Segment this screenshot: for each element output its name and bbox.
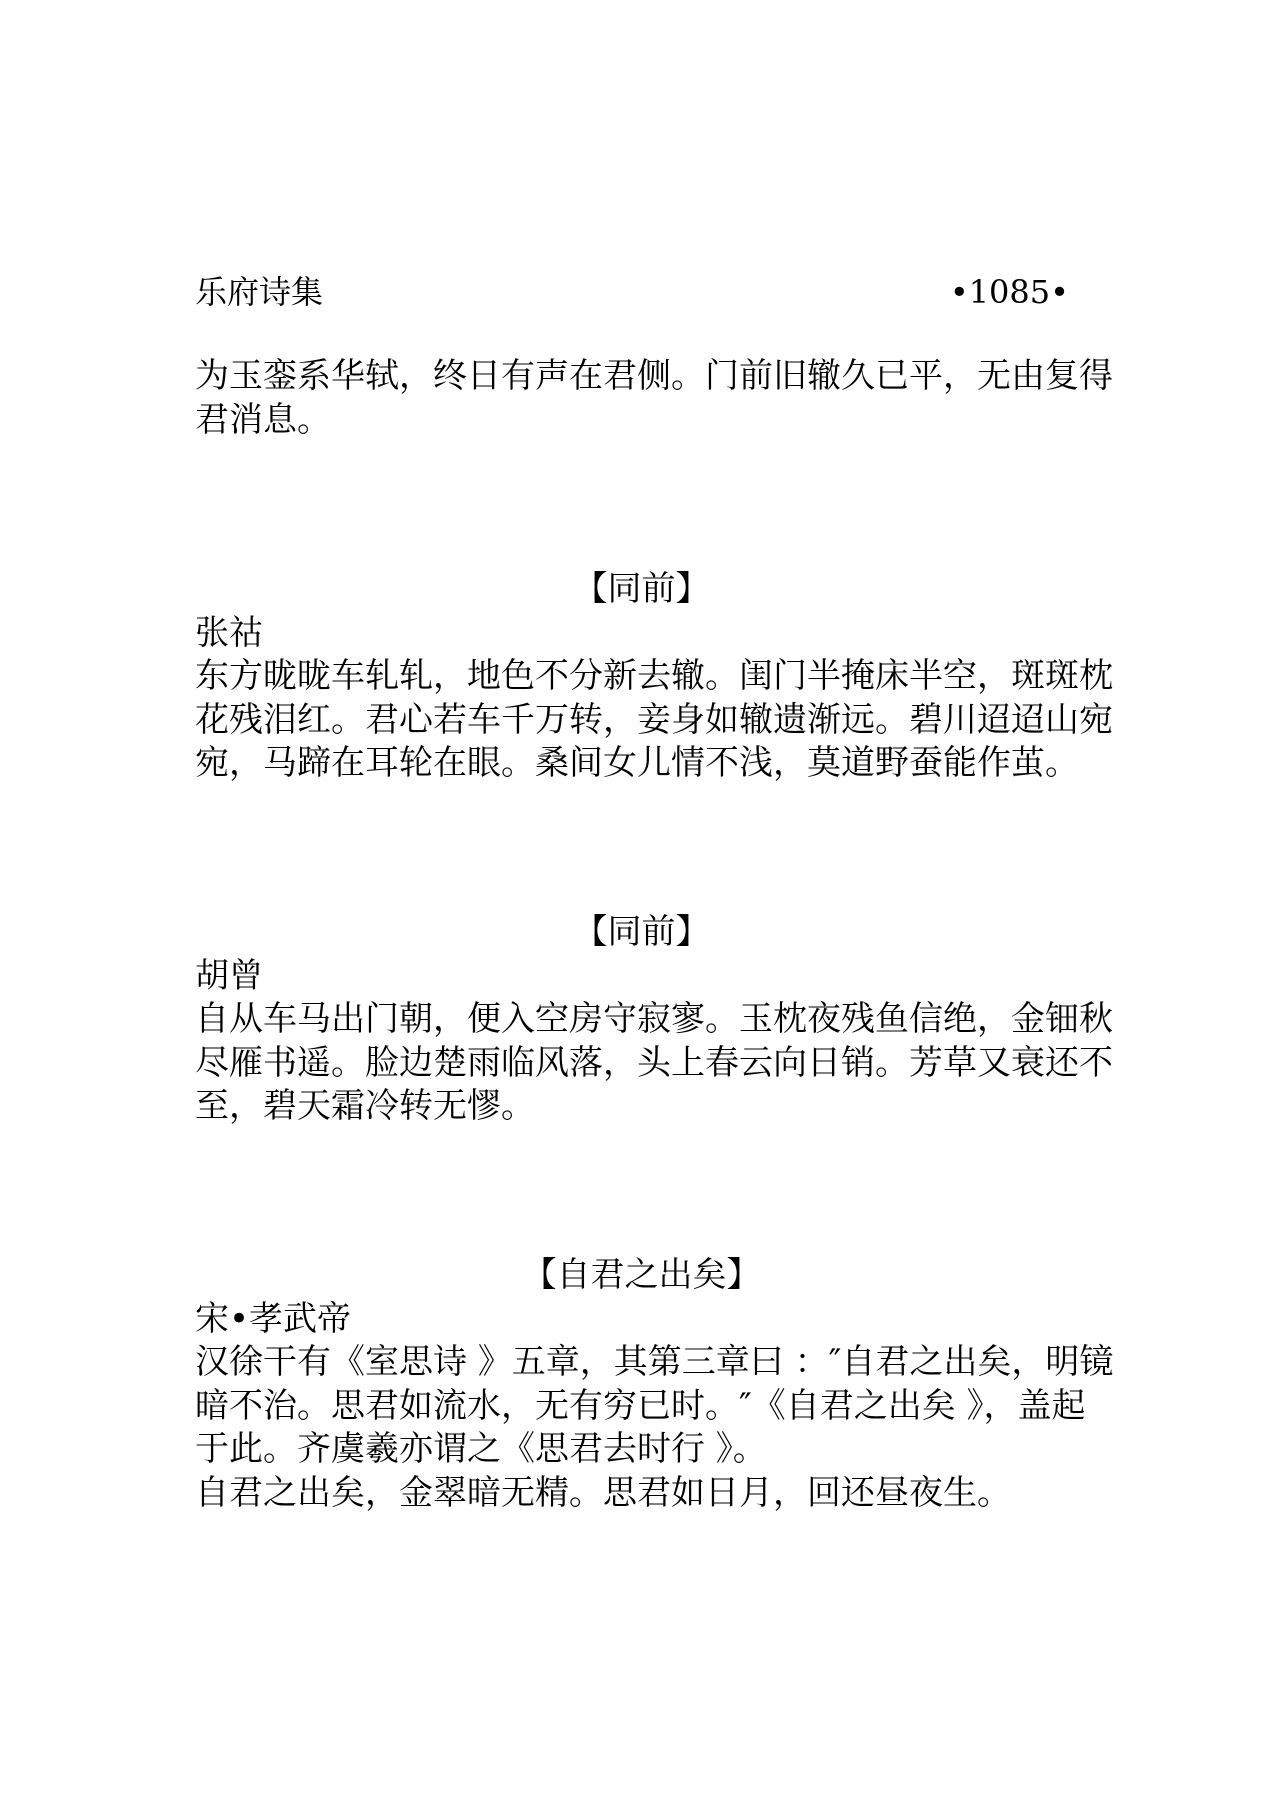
poem-paragraph [195, 1472, 1088, 1516]
text-line: 尽雁书遥。脸边楚雨临风落，头上春云向日销。芳草又衰还不 [195, 1042, 1113, 1083]
text-line: 于此。齐虞羲亦谓之《思君去时行 》。 [195, 1429, 767, 1469]
poem-section [195, 911, 1113, 1129]
preface-paragraph [195, 1341, 1114, 1472]
section-title: 【自君之出矣】 [522, 1255, 761, 1295]
text-line: 东方昽昽车轧轧，地色不分新去辙。闺门半掩床半空，斑斑枕 [195, 656, 1113, 696]
text-line: 为玉銮系华轼，终日有声在君侧。门前旧辙久已平，无由复得 [195, 356, 1113, 396]
section-author: 宋•孝武帝 [195, 1298, 352, 1339]
text-line: 暗不治。思君如流水，无有穷已时。″《自君之出矣 》，盖起 [195, 1385, 1086, 1426]
poem-section [195, 568, 1113, 786]
section-title: 【同前】 [573, 912, 710, 952]
section-author: 胡曾 [195, 955, 263, 996]
page-number: •1085• [949, 273, 1069, 311]
section-author: 张祜 [195, 612, 263, 653]
book-title: 乐府诗集 [195, 273, 324, 311]
text-line: 至，碧天霜冷转无憀。 [195, 1086, 535, 1126]
text-line: 自从车马出门朝，便入空房守寂寥。玉枕夜残鱼信绝，金钿秋 [195, 999, 1113, 1039]
poem-paragraph [195, 998, 1113, 1129]
section-title: 【同前】 [573, 569, 710, 609]
continuation-paragraph [195, 355, 1113, 442]
text-line: 自君之出矣，金翠暗无精。思君如日月，回还昼夜生。 [195, 1472, 1011, 1513]
poem-paragraph [195, 655, 1113, 786]
text-line: 君消息。 [195, 399, 331, 440]
poem-section [195, 1254, 1114, 1515]
text-line: 宛，马蹄在耳轮在眼。桑间女儿情不浅，莫道野蚕能作茧。 [195, 743, 1079, 783]
text-line: 花残泪红。君心若车千万转，妾身如辙遗渐远。碧川迢迢山宛 [195, 699, 1113, 740]
page-header [195, 270, 1069, 314]
text-line: 汉徐干有《室思诗 》五章，其第三章曰 ：″自君之出矣，明镜 [195, 1342, 1114, 1382]
